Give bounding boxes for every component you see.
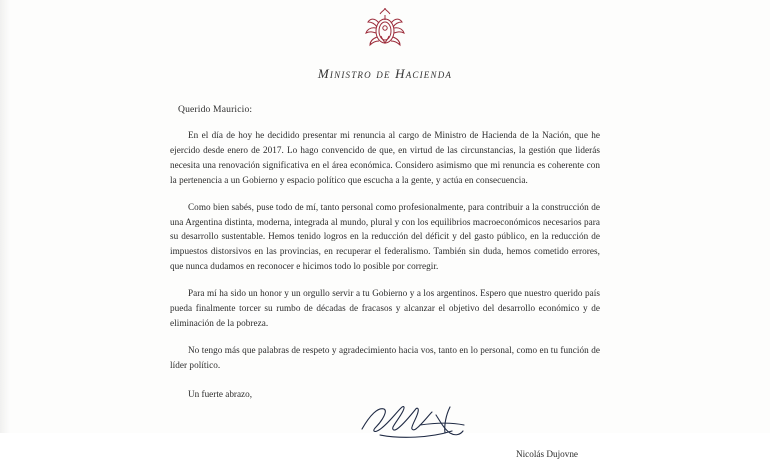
salutation: Querido Mauricio: [178, 104, 253, 115]
paragraph-4: No tengo más que palabras de respeto y agradecimiento hacia vos, tanto en lo personal, como en tu función de líder político. [170, 344, 600, 370]
paragraph-3: Para mí ha sido un honor y un orgullo servir a tu Gobierno y a los argentinos. Espero que nuestro querido país pueda finalmente torcer su rumbo de décadas de fracasos y alcanzar el objetivo del desarrollo económico y de eliminación de la pobreza. [170, 288, 600, 328]
paragraph-2: Como bien sabés, puse todo de mí, tanto personal como profesionalmente, para contribuir a la construcción de una Argentina distinta, moderna, integrada al mundo, plural y con los equilibrios macroeconómicos necesarios para su desarrollo sustentable. Hemos tenido logros en la reducción del déficit y del gasto público, en la reducción de impuestos distorsivos en las provincias, en recuperar el federalismo. También sin duda, hemos cometido errores, que nunca dudamos en reconocer e hicimos todo lo posible por corregir. [170, 201, 600, 272]
signature-area [170, 401, 600, 447]
closing-line: Un fuerte abrazo, [188, 388, 253, 399]
argentina-coat-of-arms-icon [358, 6, 412, 52]
letterhead [0, 0, 770, 82]
ministry-title [0, 66, 770, 82]
letter-body [170, 82, 600, 459]
handwritten-signature-icon [350, 399, 500, 443]
paragraph-1: En el día de hoy he decidido presentar mi renuncia al cargo de Ministro de Hacienda de la Nación, que he ejercido desde enero de 2017. Lo hago convencido de que, en virtud de las circunstancias, la gestión que liderás necesita una renovación significativa en el área económica. Considero asimismo que mi renuncia es coherente con la pertenencia a un Gobierno y espacio político que escucha a la gente, y actúa en consecuencia. [170, 130, 600, 185]
ministry-title-text: Ministro de Hacienda [317, 66, 453, 81]
signer-name: Nicolás Dujovne [515, 448, 578, 459]
